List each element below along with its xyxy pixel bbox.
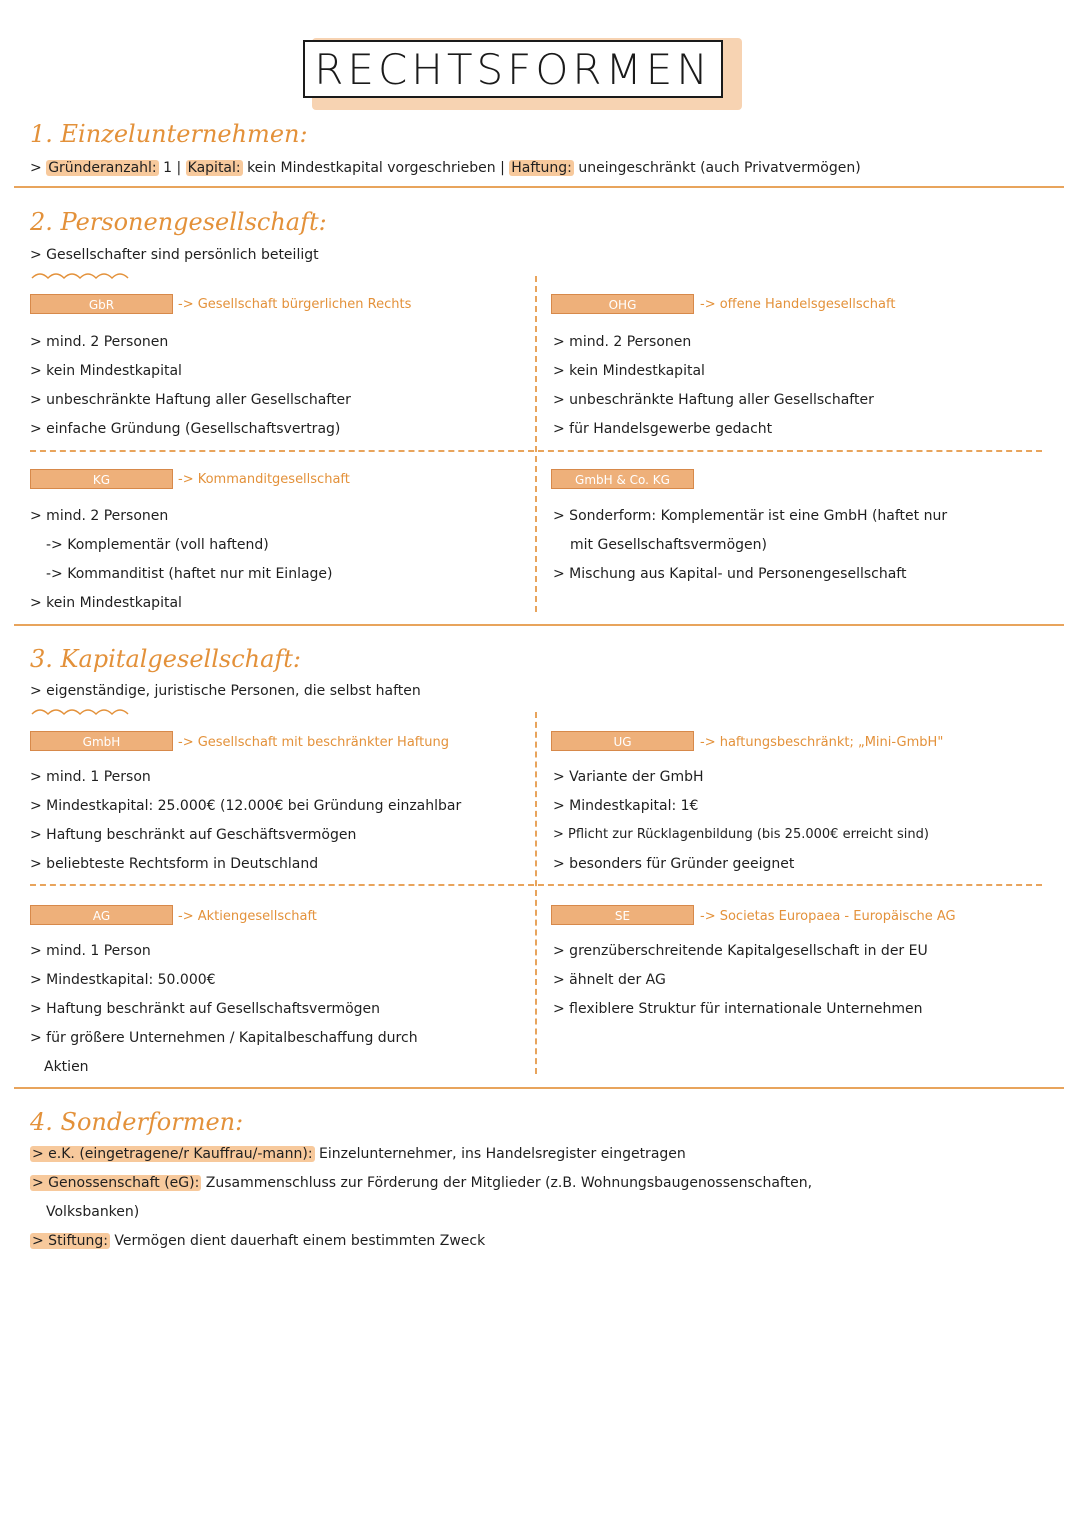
ug-item: > Pflicht zur Rücklagenbildung (bis 25.000€ erreicht sind) [553, 827, 929, 842]
stiftung-label: > Stiftung: [32, 1233, 108, 1249]
ug-item: > besonders für Gründer geeignet [553, 856, 795, 872]
section-3-heading: 3. Kapitalgesellschaft: [30, 645, 302, 673]
capital-label: Kapital: [187, 160, 241, 176]
gbr-item: > mind. 2 Personen [30, 334, 169, 350]
eg-label: > Genossenschaft (eG): [32, 1175, 200, 1191]
kg-tag: KG [30, 469, 173, 489]
gmbh-item: > beliebteste Rechtsform in Deutschland [30, 856, 319, 872]
gbr-tag: GbR [30, 294, 173, 314]
section-2-horizontal-divider [30, 450, 1042, 452]
se-item: > flexiblere Struktur für internationale Unternehmen [553, 1001, 923, 1017]
gmbh-co-kg-tag: GmbH & Co. KG [551, 469, 694, 489]
kg-description: -> Kommanditgesellschaft [178, 472, 350, 487]
eg-line [30, 1175, 812, 1191]
section-4-heading: 4. Sonderformen: [30, 1108, 244, 1136]
section-3-intro: > eigenständige, juristische Personen, die selbst haften [30, 683, 421, 699]
ug-item: > Variante der GmbH [553, 769, 704, 785]
founders-value: 1 [163, 160, 173, 176]
eg-value-continued: Volksbanken) [46, 1204, 140, 1220]
gmbh-co-kg-item: mit Gesellschaftsvermögen) [570, 537, 767, 553]
ek-label: > e.K. (eingetragene/r Kauffrau/-mann): [32, 1146, 313, 1162]
ohg-item: > für Handelsgewerbe gedacht [553, 421, 773, 437]
squiggle-decoration [30, 268, 140, 284]
se-item: > ähnelt der AG [553, 972, 666, 988]
section-2-intro: > Gesellschafter sind persönlich beteiligt [30, 247, 319, 263]
capital-value: kein Mindestkapital vorgeschrieben [247, 160, 496, 176]
ug-item: > Mindestkapital: 1€ [553, 798, 699, 814]
gmbh-item: > Mindestkapital: 25.000€ (12.000€ bei Gründung einzahlbar [30, 798, 462, 814]
section-1-heading: 1. Einzelunternehmen: [30, 120, 308, 148]
ag-item: > für größere Unternehmen / Kapitalbeschaffung durch [30, 1030, 418, 1046]
page-title: RECHTSFORMEN [303, 40, 723, 98]
kg-item: -> Komplementär (voll haftend) [46, 537, 269, 553]
divider-3 [14, 1087, 1064, 1089]
founders-label: Gründeranzahl: [48, 160, 157, 176]
ag-item: > Haftung beschränkt auf Gesellschaftsvermögen [30, 1001, 381, 1017]
gbr-item: > kein Mindestkapital [30, 363, 182, 379]
gbr-item: > unbeschränkte Haftung aller Gesellschafter [30, 392, 351, 408]
ug-description: -> haftungsbeschränkt; „Mini-GmbH" [700, 735, 944, 750]
ag-item: Aktien [44, 1059, 89, 1075]
liability-value: uneingeschränkt (auch Privatvermögen) [578, 160, 861, 176]
ag-item: > mind. 1 Person [30, 943, 151, 959]
kg-item: > kein Mindestkapital [30, 595, 182, 611]
gmbh-item: > Haftung beschränkt auf Geschäftsvermögen [30, 827, 357, 843]
ohg-description: -> offene Handelsgesellschaft [700, 297, 896, 312]
ek-line [30, 1146, 686, 1162]
liability-label: Haftung: [511, 160, 572, 176]
se-description: -> Societas Europaea - Europäische AG [700, 909, 956, 924]
divider-1 [14, 186, 1064, 188]
gbr-description: -> Gesellschaft bürgerlichen Rechts [178, 297, 412, 312]
ohg-item: > unbeschränkte Haftung aller Gesellschafter [553, 392, 874, 408]
ek-value: Einzelunternehmer, ins Handelsregister eingetragen [319, 1146, 686, 1162]
section-3-horizontal-divider [30, 884, 1042, 886]
gmbh-co-kg-item: > Sonderform: Komplementär ist eine GmbH (haftet nur [553, 508, 948, 524]
section-2-heading: 2. Personengesellschaft: [30, 208, 327, 236]
ohg-tag: OHG [551, 294, 694, 314]
gmbh-description: -> Gesellschaft mit beschränkter Haftung [178, 735, 449, 750]
ohg-item: > kein Mindestkapital [553, 363, 705, 379]
se-item: > grenzüberschreitende Kapitalgesellschaft in der EU [553, 943, 928, 959]
ag-tag: AG [30, 905, 173, 925]
gmbh-tag: GmbH [30, 731, 173, 751]
divider-2 [14, 624, 1064, 626]
section-3-vertical-divider [535, 712, 537, 1074]
gbr-item: > einfache Gründung (Gesellschaftsvertrag) [30, 421, 341, 437]
eg-value: Zusammenschluss zur Förderung der Mitglieder (z.B. Wohnungsbaugenossenschaften, [205, 1175, 813, 1191]
squiggle-decoration [30, 704, 140, 720]
gmbh-item: > mind. 1 Person [30, 769, 151, 785]
ohg-item: > mind. 2 Personen [553, 334, 692, 350]
section-2-vertical-divider [535, 276, 537, 612]
se-tag: SE [551, 905, 694, 925]
gmbh-co-kg-item: > Mischung aus Kapital- und Personengesellschaft [553, 566, 907, 582]
ag-item: > Mindestkapital: 50.000€ [30, 972, 216, 988]
kg-item: -> Kommanditist (haftet nur mit Einlage) [46, 566, 333, 582]
kg-item: > mind. 2 Personen [30, 508, 169, 524]
stiftung-line [30, 1233, 485, 1249]
stiftung-value: Vermögen dient dauerhaft einem bestimmten Zweck [114, 1233, 486, 1249]
ag-description: -> Aktiengesellschaft [178, 909, 317, 924]
section-1-summary: > Gründeranzahl: 1 | Kapital: kein Mindestkapital vorgeschrieben | Haftung: uneingeschränkt (auch Privatvermögen) [30, 160, 861, 176]
ug-tag: UG [551, 731, 694, 751]
